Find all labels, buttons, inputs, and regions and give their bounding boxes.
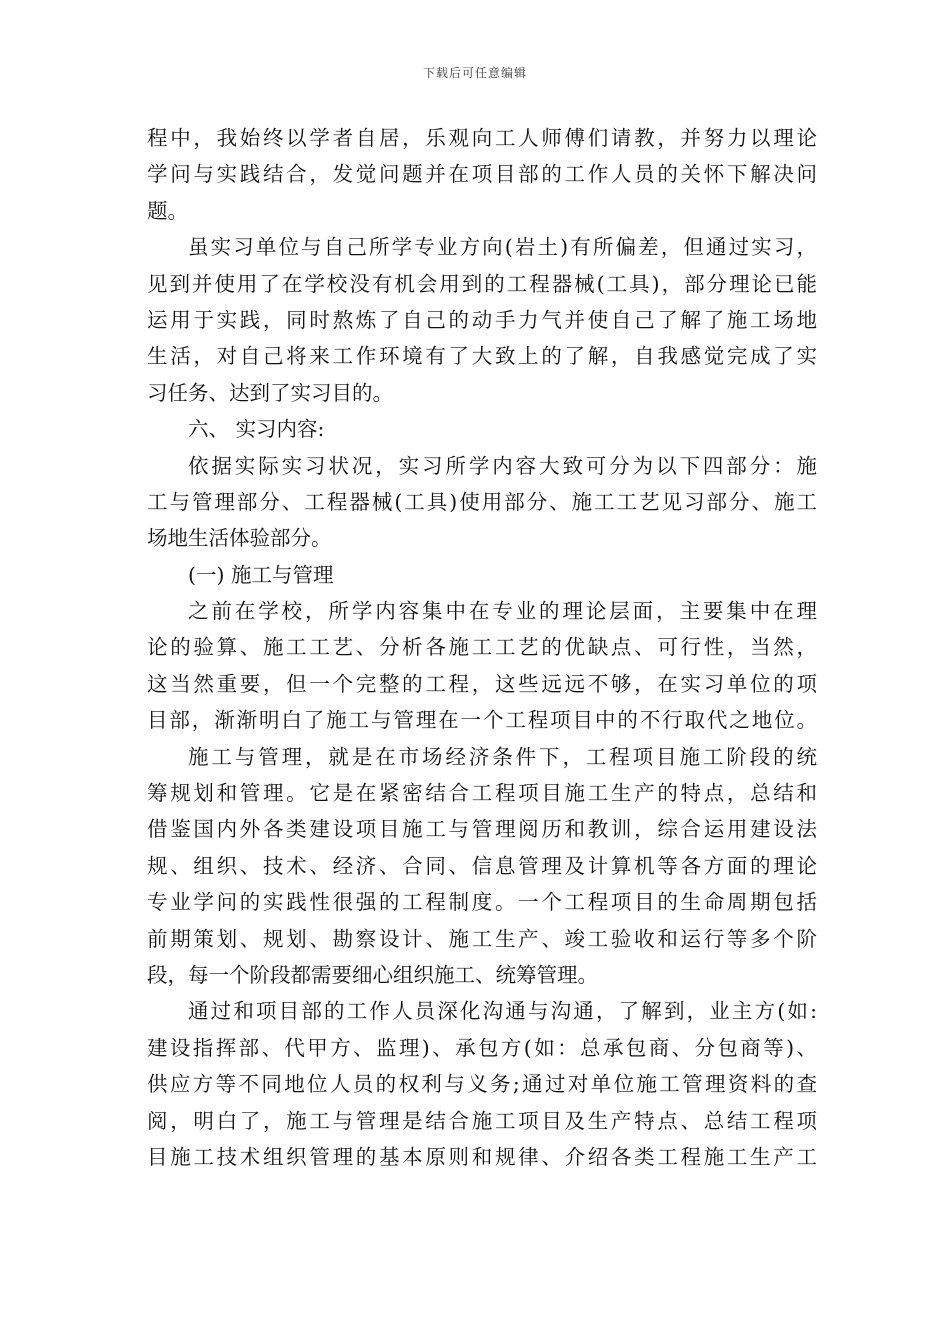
text-line: 依据实际实习状况，实习所学内容大致可分为以下四部分：施	[188, 453, 817, 478]
text-line: 习任务、达到了实习目的。	[147, 380, 393, 405]
text-line: 段，每一个阶段都需要细心组织施工、统筹管理。	[147, 962, 598, 987]
text-line: 生活，对自己将来工作环境有了大致上的了解，自我感觉完成了实	[147, 344, 817, 369]
text-line: 通过和项目部的工作人员深化沟通与沟通，了解到，业主方(如:	[188, 999, 817, 1024]
text-line: 施工与管理，就是在市场经济条件下，工程项目施工阶段的统	[188, 744, 817, 769]
text-line: 规、组织、技术、经济、合同、信息管理及计算机等各方面的理论	[147, 853, 817, 878]
text-line: 目施工技术组织管理的基本原则和规律、介绍各类工程施工生产工	[147, 1144, 817, 1169]
text-line: 学问与实践结合，发觉问题并在项目部的工作人员的关怀下解决问	[147, 162, 817, 187]
text-line: 建设指挥部、代甲方、监理)、承包方(如：总承包商、分包商等)、	[147, 1035, 817, 1060]
text-line: 运用于实践，同时熬炼了自己的动手力气并使自己了解了施工场地	[147, 307, 817, 332]
text-line: 场地生活体验部分。	[147, 526, 332, 551]
text-line: 目部，渐渐明白了施工与管理在一个工程项目中的不行取代之地位。	[147, 708, 817, 733]
text-line: (一) 施工与管理	[188, 562, 334, 587]
text-line: 见到并使用了在学校没有机会用到的工程器械(工具)，部分理论已能	[147, 271, 817, 296]
text-line: 借鉴国内外各类建设项目施工与管理阅历和教训，综合运用建设法	[147, 817, 817, 842]
page-header-note: 下载后可任意编辑	[422, 66, 527, 80]
text-line: 阅，明白了，施工与管理是结合施工项目及生产特点、总结工程项	[147, 1108, 817, 1133]
text-line: 专业学问的实践性很强的工程制度。一个工程项目的生命周期包括	[147, 890, 817, 915]
text-line: 前期策划、规划、勘察设计、施工生产、竣工验收和运行等多个阶	[147, 926, 817, 951]
text-line: 程中，我始终以学者自居，乐观向工人师傅们请教，并努力以理论	[147, 126, 817, 150]
text-line: 之前在学校，所学内容集中在专业的理论层面，主要集中在理	[188, 599, 817, 624]
text-line: 工与管理部分、工程器械(工具)使用部分、施工工艺见习部分、施工	[147, 489, 817, 514]
text-line: 筹规划和管理。它是在紧密结合工程项目施工生产的特点，总结和	[147, 781, 817, 806]
text-line: 虽实习单位与自己所学专业方向(岩土)有所偏差，但通过实习，	[188, 235, 817, 260]
text-line: 这当然重要，但一个完整的工程，这些远远不够，在实习单位的项	[147, 671, 817, 696]
text-line: 论的验算、施工工艺、分析各施工工艺的优缺点、可行性，当然，	[147, 635, 817, 660]
body-text	[147, 120, 817, 1175]
text-line: 供应方等不同地位人员的权利与义务;通过对单位施工管理资料的查	[147, 1072, 817, 1097]
text-line: 六、 实习内容:	[188, 417, 325, 442]
text-line: 题。	[147, 198, 188, 223]
